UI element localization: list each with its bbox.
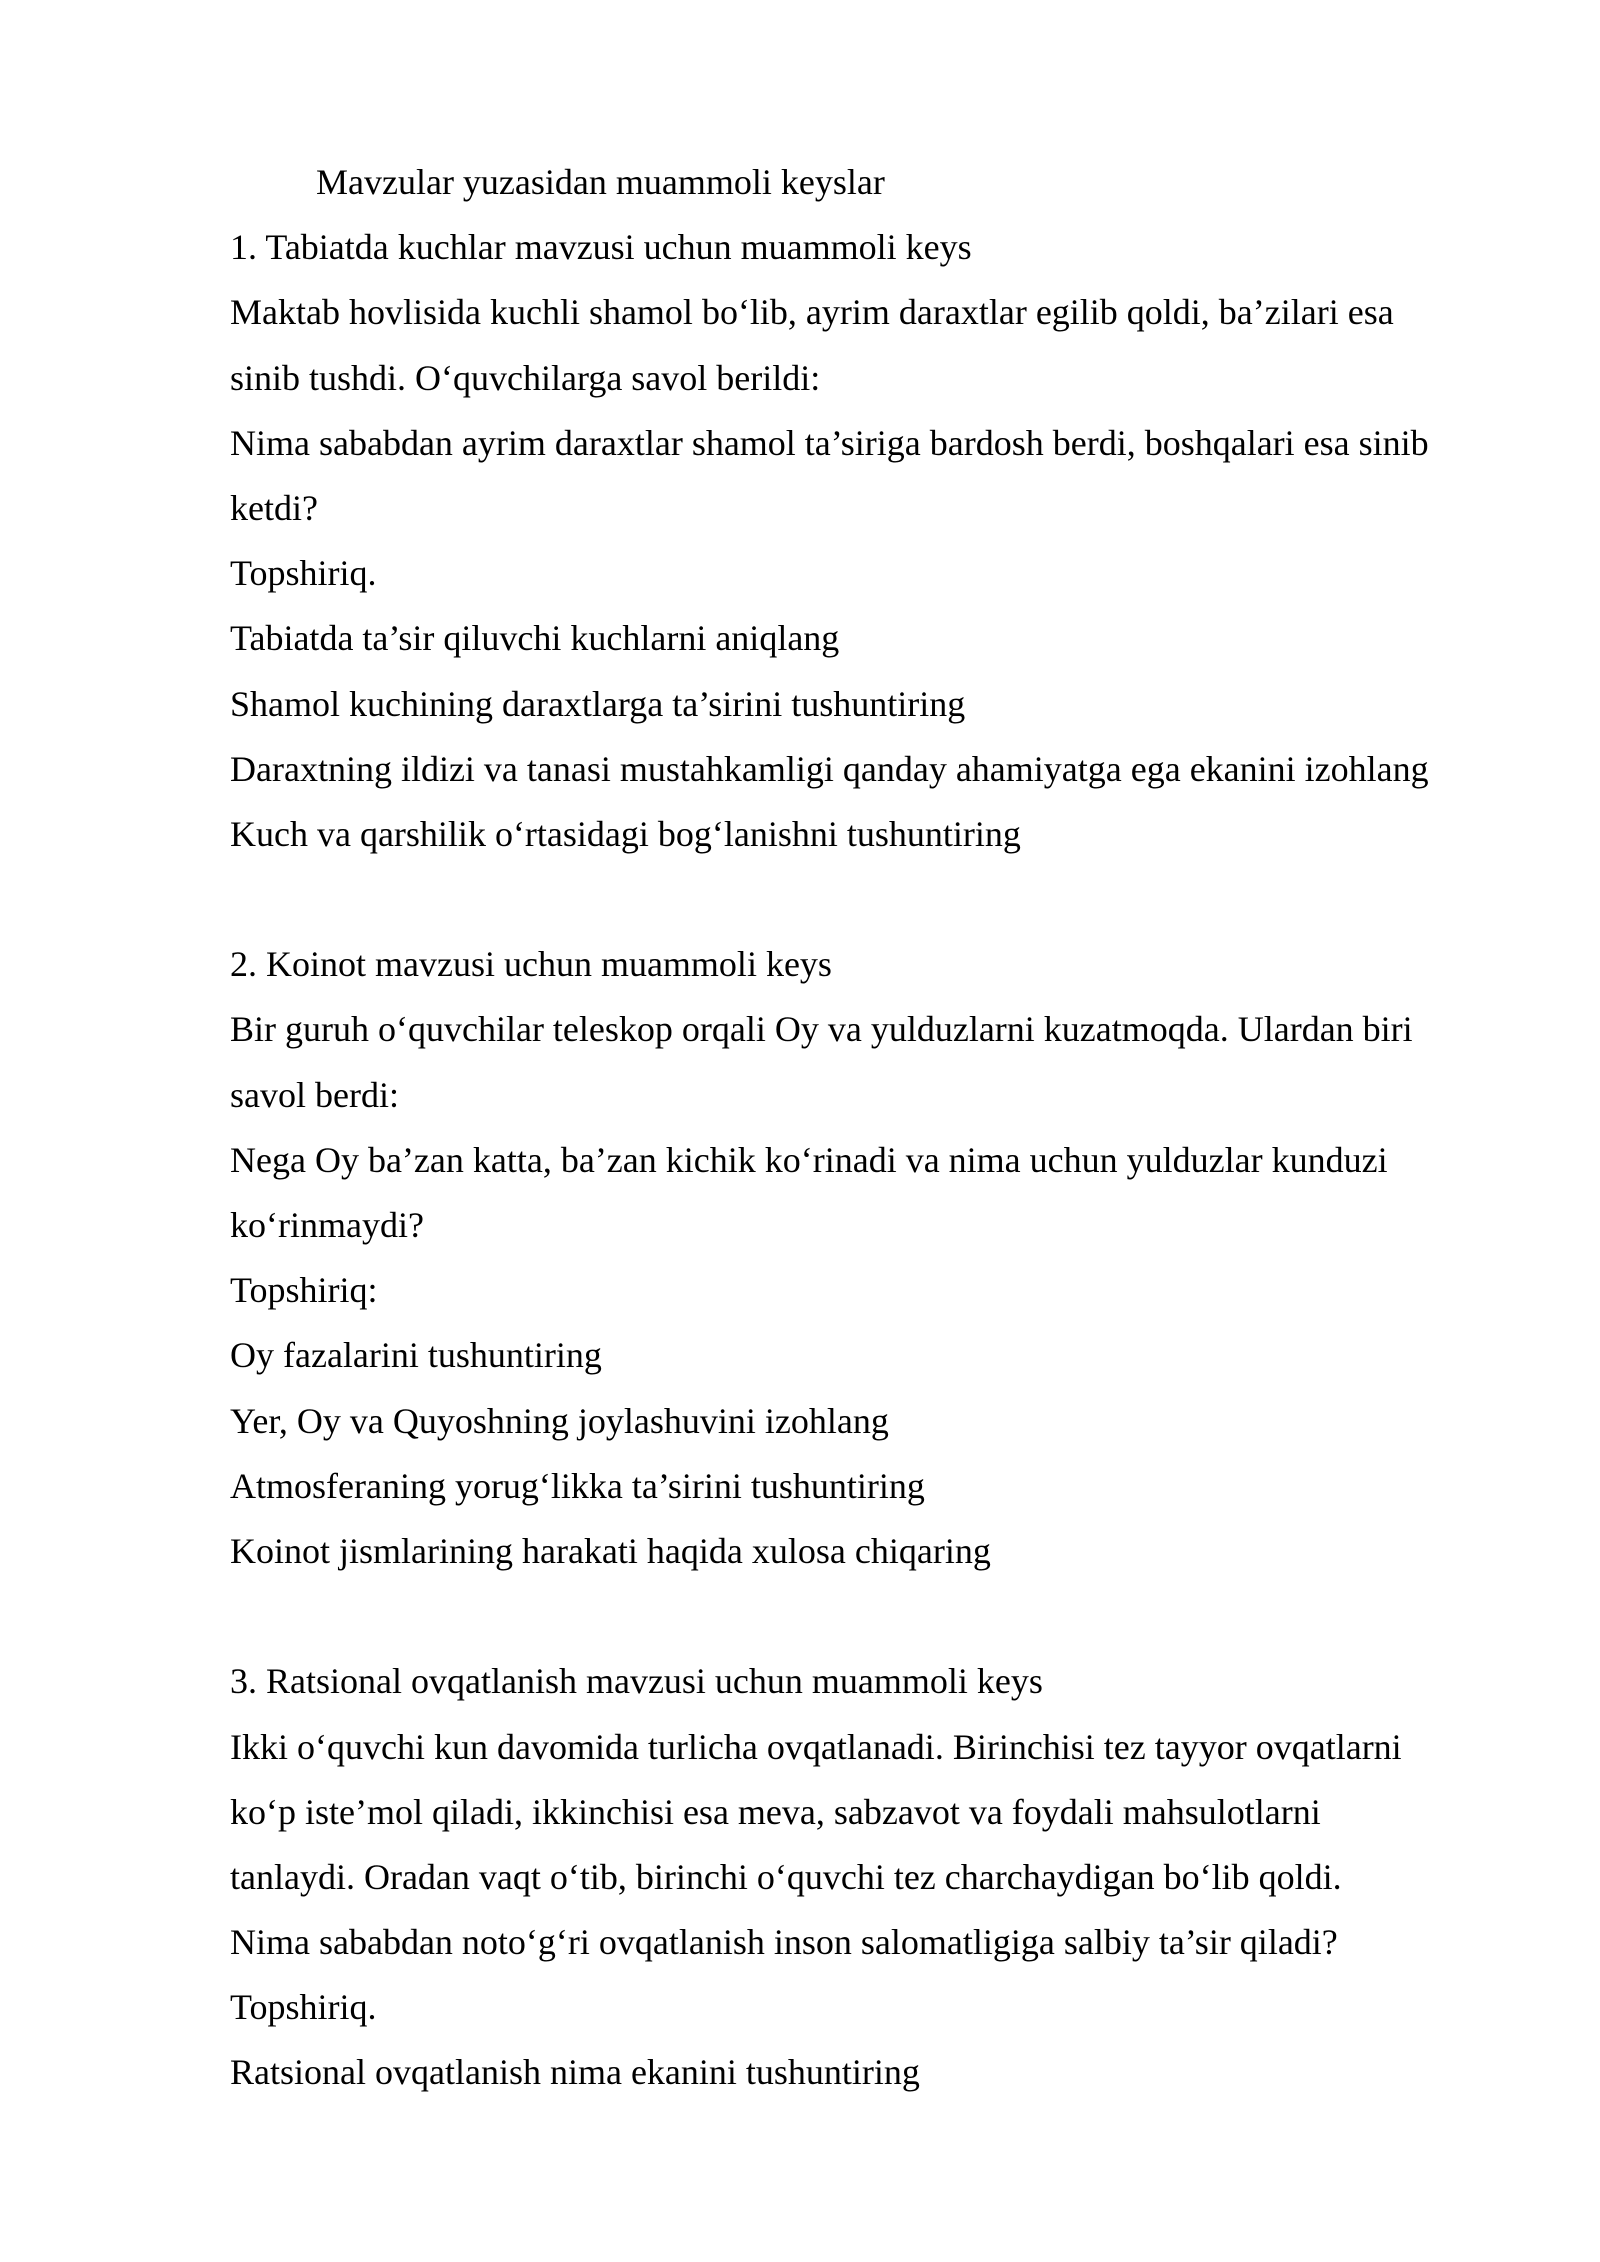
case-3-line: ko‘p iste’mol qiladi, ikkinchisi esa meva, sabzavot va foydali mahsulotlarni (230, 1791, 1321, 1832)
document-title: Mavzular yuzasidan muammoli keyslar (316, 162, 885, 202)
case-3-task-item: Ratsional ovqatlanish nima ekanini tushuntiring (230, 2052, 920, 2093)
case-2-question: Nega Oy ba’zan katta, ba’zan kichik ko‘rinadi va nima uchun yulduzlar kunduzi (230, 1139, 1388, 1180)
case-1-task-item: Shamol kuchining daraxtlarga ta’sirini tushuntiring (230, 683, 966, 724)
case-3-question: Nima sababdan noto‘g‘ri ovqatlanish inson salomatligiga salbiy ta’sir qiladi? (230, 1922, 1338, 1963)
case-2-task-item: Atmosferaning yorug‘likka ta’sirini tushuntiring (230, 1465, 925, 1506)
case-1-task-item: Daraxtning ildizi va tanasi mustahkamligi qanday ahamiyatga ega ekanini izohlang (230, 748, 1429, 789)
case-2-task-item: Oy fazalarini tushuntiring (230, 1335, 602, 1376)
case-1-line: sinib tushdi. O‘quvchilarga savol berildi: (230, 357, 821, 398)
paragraph-spacer (230, 1584, 1530, 1649)
case-3-task-label: Topshiriq. (230, 1987, 377, 2028)
case-1-task-item: Tabiatda ta’sir qiluvchi kuchlarni aniqlang (230, 618, 840, 659)
case-3-heading: 3. Ratsional ovqatlanish mavzusi uchun muammoli keys (230, 1661, 1043, 1702)
case-2-task-label: Topshiriq: (230, 1270, 378, 1311)
case-1-question: ketdi? (230, 487, 318, 528)
case-2-question: ko‘rinmaydi? (230, 1205, 424, 1245)
case-2-task-item: Yer, Oy va Quyoshning joylashuvini izohlang (230, 1400, 889, 1441)
paragraph-spacer (230, 867, 1530, 932)
case-1-task-label: Topshiriq. (230, 553, 377, 594)
case-2-heading: 2. Koinot mavzusi uchun muammoli keys (230, 944, 832, 985)
case-2-task-item: Koinot jismlarining harakati haqida xulosa chiqaring (230, 1530, 991, 1571)
case-1-task-item: Kuch va qarshilik o‘rtasidagi bog‘lanishni tushuntiring (230, 813, 1021, 854)
case-1-question: Nima sababdan ayrim daraxtlar shamol ta’siriga bardosh berdi, boshqalari esa sinib (230, 422, 1429, 463)
case-2-line: Bir guruh o‘quvchilar teleskop orqali Oy va yulduzlarni kuzatmoqda. Ulardan biri (230, 1009, 1413, 1050)
case-3-line: tanlaydi. Oradan vaqt o‘tib, birinchi o‘quvchi tez charchaydigan bo‘lib qoldi. (230, 1856, 1342, 1897)
document-body (230, 150, 1530, 2106)
case-3-line: Ikki o‘quvchi kun davomida turlicha ovqatlanadi. Birinchisi tez tayyor ovqatlarni (230, 1726, 1402, 1767)
case-1-heading: 1. Tabiatda kuchlar mavzusi uchun muammoli keys (230, 227, 972, 268)
case-1-line: Maktab hovlisida kuchli shamol bo‘lib, ayrim daraxtlar egilib qoldi, ba’zilari esa (230, 292, 1394, 333)
case-2-line: savol berdi: (230, 1074, 399, 1115)
